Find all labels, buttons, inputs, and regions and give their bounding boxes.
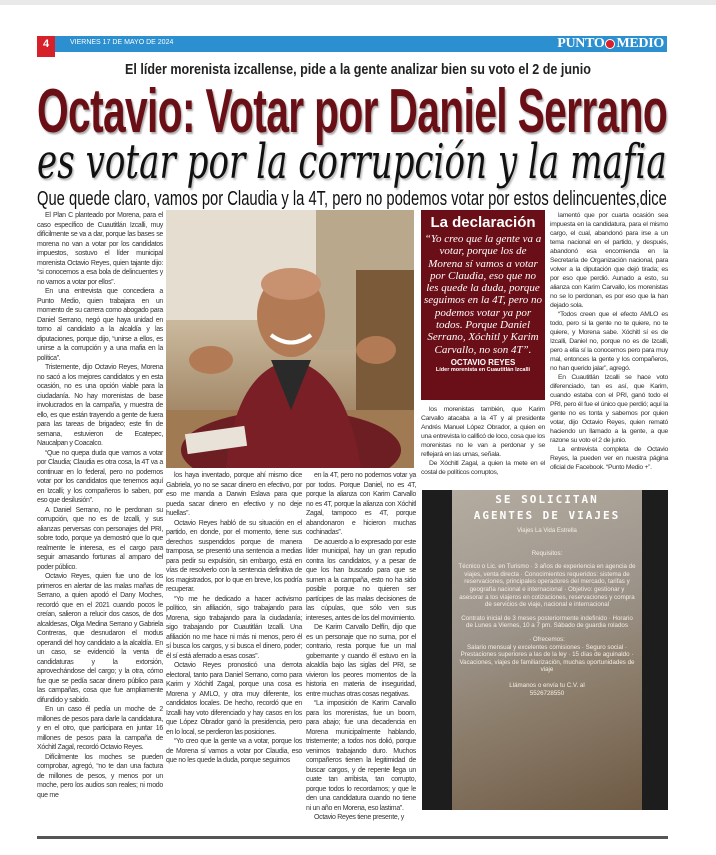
article-photo	[166, 210, 414, 468]
article-paragraph: El Plan C planteado por Morena, para el caso específico de Cuautitlán Izcalli, muy difícilmente se va a dar, porque las bases se morena no van a votar por los candidatos impuestos, sostuvo el líder municipal morenista Octavio Reyes, quien tajante dijo: “si conocemos a esa bola de delincuentes y no vamos a votar por ellos”.	[37, 212, 163, 286]
article-kicker: El líder morenista izcallense, pide a la gente analizar bien su voto el 2 de junio	[125, 61, 591, 78]
declaration-quote: “Yo creo que la gente va a votar, porque los de Morena sí vamos a votar por Claudia, eso que no les quede la duda, porque seguimos en la 4T, pero no podemos votar ya por todos. Porque Daniel Serrano, Xóchitl y Karim Carvallo, no son 4T”.	[424, 233, 542, 356]
article-deck: Que quede claro, vamos por Claudia y la 4T, pero no podemos votar por estos delincuentes,dice	[37, 188, 667, 210]
ad-contact-label: Llámanos o envía tu C.V. al	[509, 681, 585, 689]
ad-requirements: Técnico o Lic. en Turismo · 3 años de experiencia en agencia de viajes, venta directa · Conocimientos requeridos: sistema de reservaciones, principales operadores del mercado, tarifas y geografía nacional e internacional · Objetivo: gestionar y asesorar a los viajeros en cotizaciones, reservaciones y compra de servicios de viaje, nacional e internacional	[458, 563, 636, 609]
logo-text-right: MEDIO	[616, 36, 664, 51]
bottom-rule	[37, 836, 668, 839]
ad-offers-heading: · Ofrecemos:	[529, 635, 565, 643]
ad-requirements-heading: Requisitos:	[531, 549, 563, 557]
job-advertisement	[422, 490, 668, 810]
ad-title-1: SE SOLICITAN	[495, 493, 599, 506]
article-paragraph: Octavio Reyes habló de su situación en el partido, en donde, por el momento, tiene sus derechos suspendidos porque de manera tramposa, se presentó una sentencia a medias para pedir su expulsión, sin embargo, está en vías de resolverlo con la sentencia definitiva de los magistrados, por lo que en breve, los podría recuperar.	[166, 519, 302, 593]
article-paragraph: “La imposición de Karim Carvallo para los morenistas, fue un boom, para abajo; fue una decadencia en Morena municipalmente hablando, tristemente; a todos nos dolió, porque venimos trabajando duro. Muchos compañeros tienen la legitimidad de buscar cargos, y de repente llega un cuate tan arribista, tan corrupto, porque todos lo recordamos; y que le den una candidatura cuando no tiene ni un año en Morena, eso lastima”.	[306, 700, 416, 812]
article-paragraph: en la 4T, pero no podemos votar ya por todos. Porque Daniel, no es 4T, porque la alianza con Karim Carvallo no es 4T, porque la alianza con Xóchitl Zagal, tampoco es 4T, porque abandonaron e hicieron muchas cochinadas”.	[306, 472, 416, 536]
declaration-title: La declaración	[430, 214, 536, 231]
issue-date: VIERNES 17 DE MAYO DE 2024	[70, 39, 174, 46]
article-paragraph: “Yo creo que la gente va a votar, porque los de Morena sí vamos a votar por Claudia, eso que no les quede la duda, porque seguimos	[166, 738, 302, 764]
article-paragraph: “Yo me he dedicado a hacer activismo político, sin afiliación, sigo trabajando para Morena, sigo trabajando para la ciudadanía; sigo trabajando por Cuautitlán Izcalli. Una afiliación no me hace ni más ni menos, pero él sí busca los cargos, y si busca el dinero, poder; él sí está aferrado a esas cosas”.	[166, 595, 302, 660]
article-paragraph: lamentó que por cuarta ocasión sea impuesta en la candidatura, para el mismo cargo, el cual, abandonó para irse a un tema nacional en el partido, y después, abandonó esa encomienda en la Secretaría de Organización nacional, para volver a la diputación que dejó tirada; es por eso que perdió. Aunado a esto, su alianza con Karim Carvallo, los morenistas no se lo perdonan, es por eso que la han dejado sola.	[550, 212, 668, 309]
article-paragraph: Tristemente, dijo Octavio Reyes, Morena no sacó a los mejores candidatos y en esta ocasión, no es una opción viable para la ciudadanía. No hay morenistas de base involucrados en la campaña, y muestra de ello, es que están trayendo a gente de fuera para las tareas de brigadeo; este fin de semana, estuvieron de Ecatepec, Naucalpan y Coacalco.	[37, 364, 163, 447]
article-column-1	[37, 211, 163, 800]
ad-phone: 5526728550	[529, 689, 565, 697]
article-paragraph: De Xóchitl Zagal, a quien la mete en el costal de políticos corruptos,	[421, 460, 545, 476]
article-paragraph: Octavio Reyes, quien fue uno de los primeros en alertar de las malas mañas de Serrano, a quien apodó el Dany Moches, recordó que en el 2021 cuando pocos le creían, salieron a relucir dos casos, de dos alcaldesas, Olga Medina Serrano y Gabriela Contreras, que desnudaron el modus operandi del hoy candidato a la alcaldía. En un caso, se evidenció la venta de candidaturas y la extorsión, aprovechándose del cargo; y la otra, cómo fue que se pedía sacar dinero público para las campañas, cosa que fue ampliamente difundido y sabido.	[37, 573, 163, 704]
logo-dot-icon	[605, 39, 615, 49]
declaration-box	[421, 210, 545, 400]
article-headline-script: es votar por la corrupción y la mafia	[37, 134, 667, 190]
article-column-3	[306, 471, 416, 823]
article-paragraph: En Cuautitlán Izcalli se hace voto diferenciado, tan es así, que Karim, cuando estaba con el PRI, ganó todo el PRI, pero él fue el único que perdió; aquí la gente no es tonta y sabemos por quien votar, dijo Octavio Reyes, quien remató haciendo un llamado a la gente, a que razone su voto el 2 de junio.	[550, 374, 668, 444]
page-number: 4	[37, 36, 55, 57]
article-paragraph: Octavio Reyes tiene presente, y	[314, 814, 404, 821]
page-top-band	[0, 0, 716, 5]
ad-map-background	[452, 490, 642, 810]
article-paragraph: los haya inventado, porque ahí mismo dice Gabriela, yo no se sacar dinero en efectivo, por eso me manda a Darwin Eslava para que pueda sacar dinero en efectivo y no deje huellas”.	[166, 472, 302, 517]
article-paragraph: Difícilmente los moches se pueden comprobar, agregó, “no te dan una factura de millones de pesos, y menos por un moche, pero los audios son reales; ni modo que me	[37, 753, 163, 799]
masthead-logo	[557, 36, 664, 52]
ad-company: Viajes La Vida Estrella	[517, 528, 577, 534]
article-paragraph: los morenistas también, que Karim Carvallo atacaba a la 4T y al presidente Andrés Manuel López Obrador, a quien en una entrevista lo calificó de loco, cosa que los morenistas no le van a perdonar y se reflejará en las urnas, señala.	[421, 406, 545, 458]
ad-offers: Salario mensual y excelentes comisiones · Seguro social · Prestaciones superiores a las de la ley · 15 días de aguinaldo · Vacaciones, viajes de familiarización, muchas oportunidades de viaje	[459, 643, 635, 674]
article-headline: Octavio: Votar por Daniel Serrano	[37, 77, 668, 146]
article-column-4	[421, 405, 545, 477]
article-paragraph: A Daniel Serrano, no le perdonan su corrupción, que no es de Izcalli, y sus alianzas perversas con personajes del PRI, sobre todo, porque ya demostró que lo que realmente le interesa, es el cargo para seguir amasando fortunas al amparo del poder público.	[37, 506, 163, 571]
article-paragraph: De Karim Carvallo Delfín, dijo que es un personaje que no suma, por el contrario, resta porque fue un mal gobernante y cuando él estuvo en la alcaldía bajo las siglas del PRI, se vivieron los peores momentos de la historia en materia de inseguridad, entre muchas otras cosas negativas.	[306, 624, 416, 698]
article-paragraph: De acuerdo a lo expresado por este líder municipal, hay un gran repudio contra los candidatos, y a pesar de que los han buscado para que se sumen a la campaña, esto no ha sido posible porque no quieren ser partícipes de las malas decisiones de las cúpulas, que sólo ven sus intereses, antes de los del movimiento.	[306, 538, 416, 622]
article-paragraph: En una entrevista que concediera a Punto Medio, quien trabajara en un momento de su carrera como abogado para Daniel Serrano, negó que haya unidad en torno al candidato a la alcaldía y las diputaciones, porque dijo, “unirse a ellos, es unirse a la corrupción y a una mafia en la política”.	[37, 288, 163, 362]
article-column-2	[166, 471, 302, 766]
logo-text-left: PUNTO	[557, 36, 605, 51]
article-paragraph: Octavio Reyes pronosticó una derrota electoral, tanto para Daniel Serrano, como para Karim y Xóchitl Zagal, porque una cosa es Morena y AMLO, y otra muy diferente, los candidatos locales. De hecho, recordó que en Izcalli hay voto diferenciado y hay casos en los que López Obrador ganó la presidencia, pero en lo local, se perdieron las posiciones.	[166, 662, 302, 736]
article-paragraph: “Todos creen que el efecto AMLO es todo, pero si la gente no te quiere, no te quiere, y Morena sabe. Xóchitl sí es de Izcalli, Daniel no, porque no es de Izcalli, pero a ella sí la conocemos pero para muy mal, entonces la gente y los compañeros, no han querido jalar”, agregó.	[550, 311, 668, 372]
declaration-name: OCTAVIO REYES	[450, 357, 516, 367]
article-paragraph: “Que no quepa duda que vamos a votar por Claudia; Claudia es otra cosa, la 4T va a continuar en lo federal, pero no podemos votar por los candidatos que tenemos aquí en Izcalli; y los compañeros lo saben, por eso que desilusión”.	[37, 449, 163, 504]
declaration-role: Líder morenista en Cuautitlán Izcalli	[435, 366, 531, 373]
ad-title-2: AGENTES DE VIAJES	[473, 509, 621, 522]
portrait-image	[166, 210, 414, 468]
article-paragraph: En un caso él pedía un moche de 2 millones de pesos para darle la candidatura, y en el otro, que participara en juntar 16 millones de pesos para la campaña de Xóchitl Zagal, recordó Octavio Reyes.	[37, 706, 163, 751]
ad-contract: Contrato inicial de 3 meses posteriormente indefinido · Horario de Lunes a Viernes, 10 a 7 pm. Sábado de guardia rolados	[461, 614, 633, 630]
article-column-5	[550, 211, 668, 472]
article-paragraph: La entrevista completa de Octavio Reyes, la pueden ver en nuestra página oficial de Facebook. “Punto Medio +”.	[550, 446, 668, 471]
